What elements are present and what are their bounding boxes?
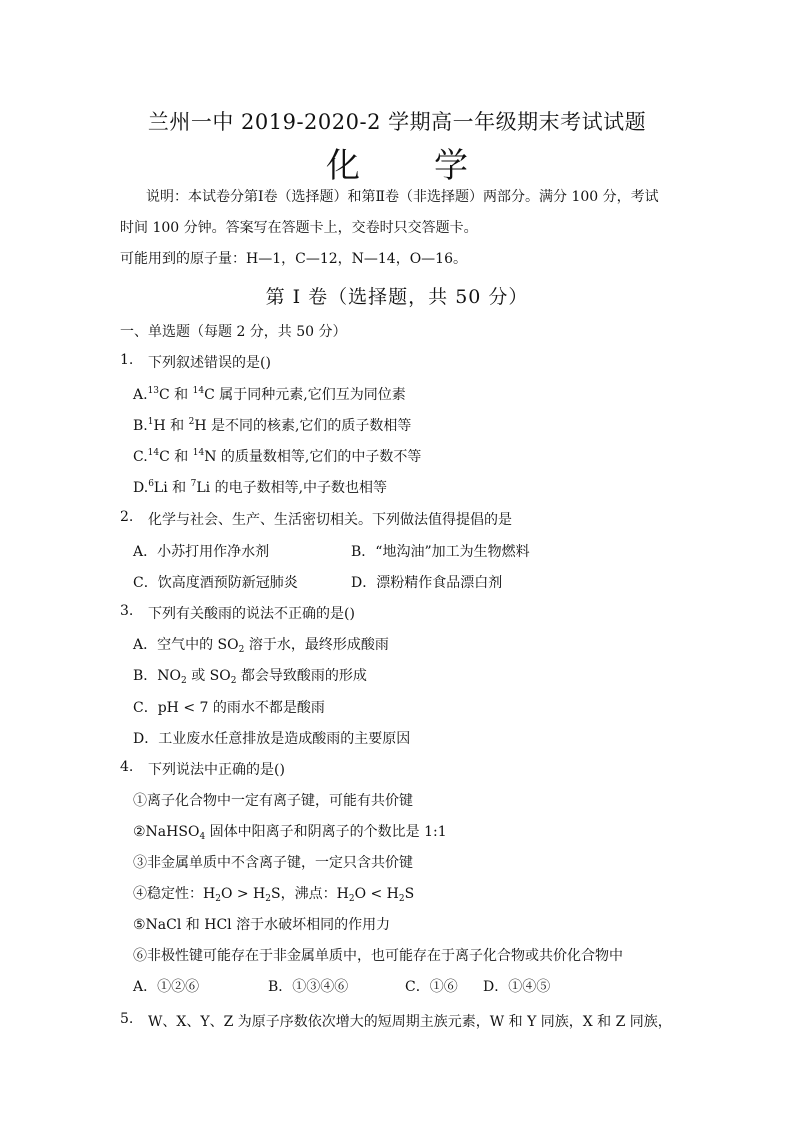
exam-title: 兰州一中 2019-2020-2 学期高一年级期末考试试题 xyxy=(147,110,647,134)
question-1-option-c: C.$^{14}$C 和 $^{14}$N 的质量数相等,它们的中子数不等 xyxy=(133,448,422,465)
question-1-stem: 下列叙述错误的是() xyxy=(148,355,271,371)
question-2-option-d: D．漂粉精作食品漂白剂 xyxy=(351,575,503,591)
subject-char-2: 学 xyxy=(434,146,468,186)
question-3-option-d: D．工业废水任意排放是造成酸雨的主要原因 xyxy=(133,731,411,747)
question-5-number: 5. xyxy=(120,1011,134,1027)
question-3-option-c: C．pH < 7 的雨水不都是酸雨 xyxy=(133,700,325,716)
intro-line-2: 时间 100 分钟。答案写在答题卡上，交卷时只交答题卡。 xyxy=(120,220,478,236)
subject-heading xyxy=(0,138,794,187)
question-4-stem: 下列说法中正确的是() xyxy=(148,762,285,778)
subject-char-1: 化 xyxy=(326,146,360,186)
section-title: 第 I 卷（选择题，共 50 分） xyxy=(265,286,529,308)
question-4-option-b: B．①③④⑥ xyxy=(268,979,349,995)
question-4-item-3: ③非金属单质中不含离子键，一定只含共价键 xyxy=(133,855,413,871)
question-2-option-b: B．“地沟油”加工为生物燃料 xyxy=(351,544,530,560)
question-4-item-4: ④稳定性：$H_2O > H_2S$，沸点：$H_2O < H_2S$ xyxy=(133,886,415,904)
question-5-stem: W、X、Y、Z 为原子序数依次增大的短周期主族元素，W 和 Y 同族，X 和 Z 同族， xyxy=(148,1014,672,1030)
part-heading: 一、单选题（每题 2 分，共 50 分） xyxy=(120,324,347,340)
question-1-option-a: A.$^{13}$C 和 $^{14}$C 属于同种元素,它们互为同位素 xyxy=(133,386,406,403)
question-4-item-1: ①离子化合物中一定有离子键，可能有共价键 xyxy=(133,793,413,809)
question-1-number: 1. xyxy=(120,352,134,368)
question-3-number: 3. xyxy=(120,603,134,619)
question-4-option-c: C．①⑥ xyxy=(405,979,458,995)
question-3-option-a: A．空气中的 $SO_2$ 溶于水，最终形成酸雨 xyxy=(133,637,389,655)
question-3-option-b: B．$NO_2$ 或 $SO_2$ 都会导致酸雨的形成 xyxy=(133,668,367,686)
question-4-option-d: D．①④⑤ xyxy=(483,979,551,995)
question-1-option-d: D.$^6$Li 和 $^7$Li 的电子数相等,中子数也相等 xyxy=(133,479,388,496)
question-4-option-a: A．①②⑥ xyxy=(133,979,200,995)
question-4-item-6: ⑥非极性键可能存在于非金属单质中，也可能存在于离子化合物或共价化合物中 xyxy=(133,948,623,964)
question-2-stem: 化学与社会、生产、生活密切相关。下列做法值得提倡的是 xyxy=(148,512,512,528)
question-1-option-b: B.$^1$H 和 $^2$H 是不同的核素,它们的质子数相等 xyxy=(133,417,412,434)
question-2-option-a: A．小苏打用作净水剂 xyxy=(133,544,270,560)
question-4-item-2: ②NaHSO$_4$ 固体中阳离子和阴离子的个数比是 1:1 xyxy=(133,824,447,842)
question-2-option-c: C．饮高度酒预防新冠肺炎 xyxy=(133,575,298,591)
intro-line-3: 可能用到的原子量：H—1，C—12，N—14，O—16。 xyxy=(120,251,467,267)
question-3-stem: 下列有关酸雨的说法不正确的是() xyxy=(148,606,355,622)
question-4-number: 4. xyxy=(120,759,134,775)
intro-line-1: 说明：本试卷分第Ⅰ卷（选择题）和第Ⅱ卷（非选择题）两部分。满分 100 分，考试 xyxy=(146,189,659,205)
question-2-number: 2. xyxy=(120,509,134,525)
question-4-item-5: ⑤NaCl 和 HCl 溶于水破坏相同的作用力 xyxy=(133,917,391,933)
